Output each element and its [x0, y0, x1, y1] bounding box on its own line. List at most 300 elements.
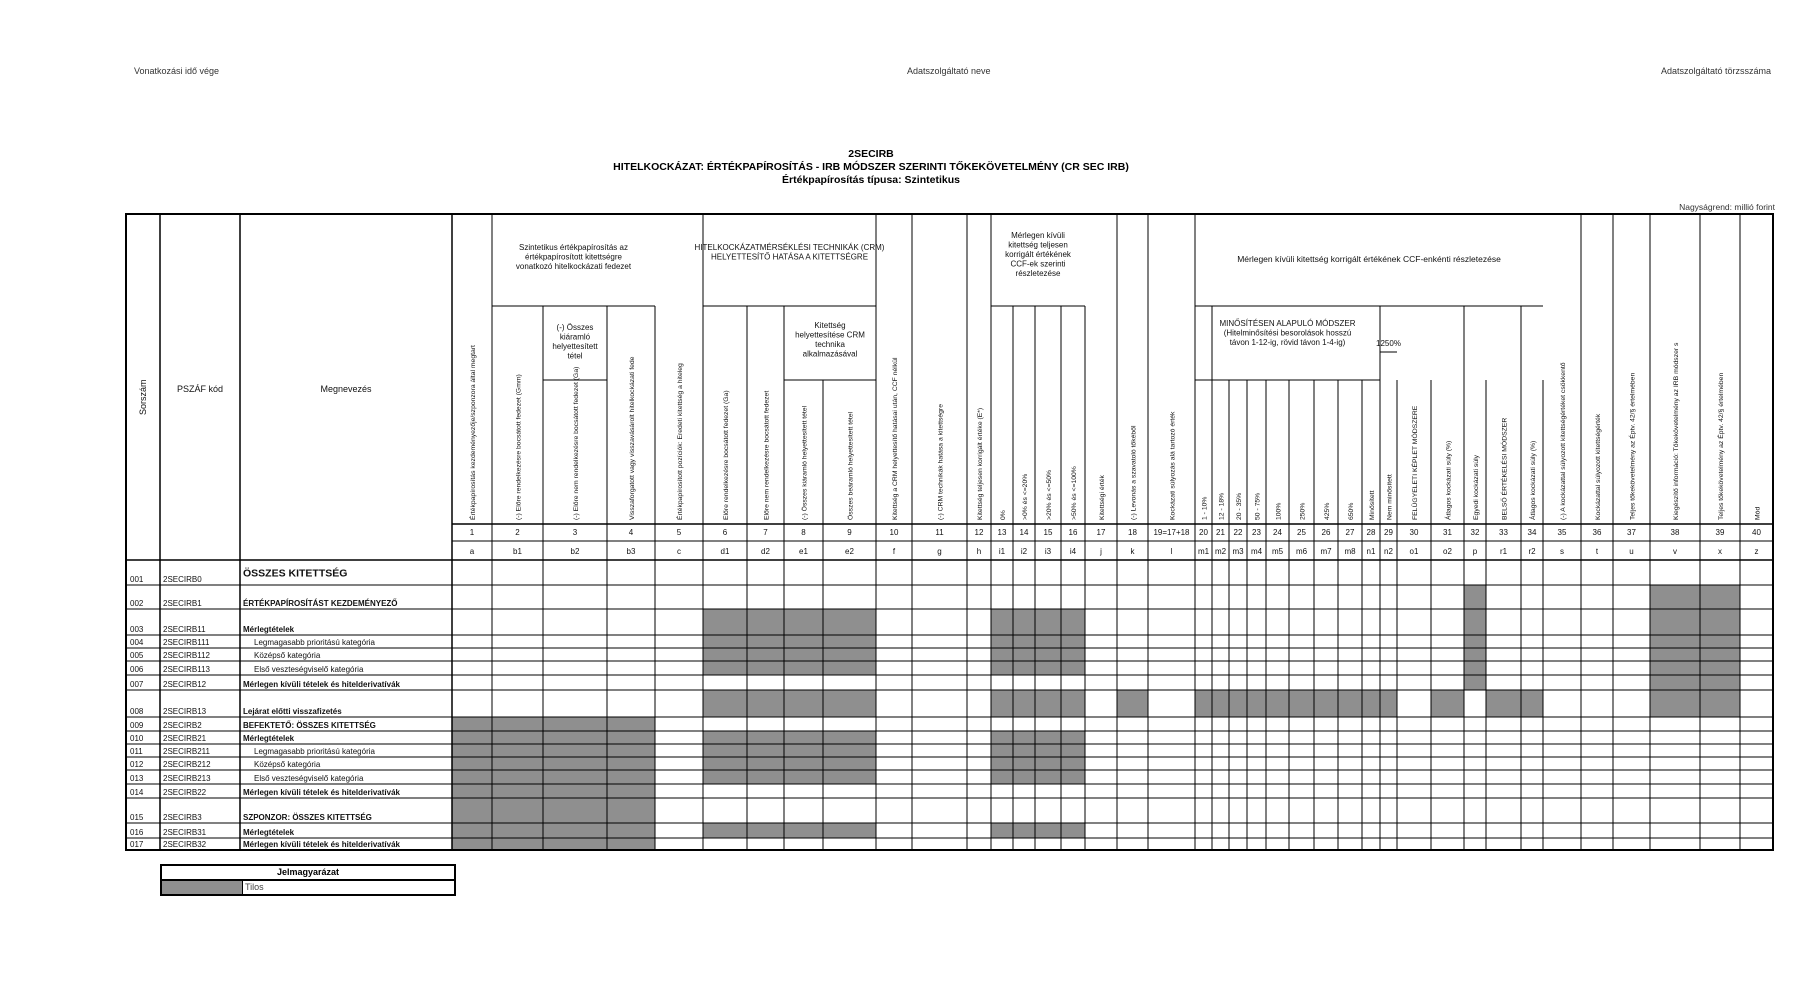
- shaded-cell: [1013, 770, 1035, 784]
- row-number: 003: [130, 625, 144, 634]
- col-number: 2: [515, 528, 520, 537]
- col-label: (-) Levonás a szavatoló tőkéből: [1130, 425, 1138, 520]
- col-number: 13: [997, 528, 1007, 537]
- shaded-cell: [1700, 690, 1740, 717]
- row-code: 2SECIRB21: [163, 734, 207, 743]
- col-label: 20 - 35%: [1236, 492, 1243, 520]
- col-letter: m3: [1232, 547, 1244, 556]
- col-header-megnevezes: Megnevezés: [320, 384, 372, 394]
- col-number: 24: [1273, 528, 1282, 537]
- row-number: 015: [130, 813, 144, 822]
- shaded-cell: [1338, 690, 1362, 717]
- shaded-cell: [747, 731, 784, 744]
- row-label: Lejárat előtti visszafizetés: [243, 707, 342, 716]
- shaded-cell: [607, 838, 655, 850]
- shaded-cell: [1035, 744, 1061, 757]
- shaded-cell: [747, 648, 784, 661]
- shaded-cell: [1035, 648, 1061, 661]
- col-number: 31: [1443, 528, 1452, 537]
- shaded-cell: [492, 798, 543, 823]
- shaded-cell: [1061, 690, 1085, 717]
- row-code: 2SECIRB11: [163, 625, 206, 634]
- col-letter: d1: [720, 547, 730, 556]
- shaded-cell: [543, 757, 607, 770]
- col-label: Átlagos kockázati súly (%): [1530, 440, 1537, 520]
- shaded-cell: [1650, 648, 1700, 661]
- shaded-cell: [1061, 635, 1085, 648]
- shaded-cell: [1700, 585, 1740, 609]
- shaded-cell: [1464, 661, 1486, 675]
- shaded-cell: [1013, 823, 1035, 838]
- shaded-cell: [1700, 661, 1740, 675]
- shaded-cell: [747, 635, 784, 648]
- shaded-cell: [492, 784, 543, 798]
- shaded-cell: [747, 770, 784, 784]
- group-header-offbalance-ccf-detail: Mérlegen kívüli kitettség korrigált értékének CCF-enkénti részletezése: [1237, 254, 1501, 264]
- shaded-cell: [1013, 757, 1035, 770]
- shaded-cell: [452, 717, 492, 731]
- col-letter: f: [892, 547, 896, 556]
- col-number: 25: [1297, 528, 1306, 537]
- col-letter: d2: [761, 547, 770, 556]
- col-number: 36: [1592, 528, 1602, 537]
- row-code: 2SECIRB13: [163, 707, 207, 716]
- shaded-cell: [543, 838, 607, 850]
- subheader-rating-method: MINŐSÍTÉSEN ALAPULÓ MÓDSZER (Hitelminősítési besorolások hosszú távon 1-12-ig, rövid távon 1-4-ig): [1219, 319, 1356, 347]
- shaded-cell: [543, 744, 607, 757]
- row-code: 2SECIRB212: [163, 760, 211, 769]
- col-label: Előre nem rendelkezésre bocsátott fedezet: [763, 390, 771, 520]
- shaded-cell: [703, 690, 747, 717]
- shaded-cell: [1650, 635, 1700, 648]
- col-number: 32: [1470, 528, 1480, 537]
- shaded-cell: [1061, 648, 1085, 661]
- col-label: (-) Előre rendelkezésre bocsátott fedezet (Gmm): [515, 374, 523, 520]
- col-number: 15: [1043, 528, 1053, 537]
- row-label: Mérlegtételek: [243, 828, 295, 837]
- row-code: 2SECIRB112: [163, 651, 210, 660]
- row-label: Mérlegtételek: [243, 625, 295, 634]
- col-label: Minősített: [1369, 490, 1376, 520]
- shaded-cell: [1229, 690, 1247, 717]
- shaded-cell: [607, 717, 655, 731]
- col-label: Kitettség a CRM helyettesítő hatásai után, CCF nélkül: [892, 357, 899, 520]
- shaded-cell: [1314, 690, 1338, 717]
- shaded-cell: [607, 823, 655, 838]
- col-letter: c: [677, 547, 681, 556]
- col-letter: m8: [1344, 547, 1356, 556]
- shaded-cell: [823, 823, 876, 838]
- shaded-cell: [1035, 661, 1061, 675]
- col-number: 38: [1670, 528, 1680, 537]
- row-label: Középső kategória: [254, 651, 321, 660]
- shaded-cell: [1013, 690, 1035, 717]
- col-letter: u: [1629, 547, 1634, 556]
- shaded-cell: [784, 744, 823, 757]
- col-letter: e1: [799, 547, 808, 556]
- row-code: 2SECIRB111: [163, 638, 210, 647]
- shaded-cell: [784, 609, 823, 635]
- col-label: Teljes tőkekövetelmény az Éptv. 42/§ értelmében: [1629, 372, 1637, 520]
- shaded-cell: [1013, 609, 1035, 635]
- col-letter: b1: [513, 547, 522, 556]
- shaded-cell: [991, 648, 1013, 661]
- col-letter: i4: [1069, 547, 1077, 556]
- col-label: 1 - 10%: [1201, 496, 1209, 520]
- row-label: Legmagasabb prioritású kategória: [254, 638, 375, 647]
- row-number: 011: [130, 747, 143, 756]
- shaded-cell: [1650, 661, 1700, 675]
- subheader-crm-substitution: Kitettség helyettesítése CRM technika alkalmazásával: [795, 321, 865, 359]
- shaded-cell: [823, 770, 876, 784]
- row-label: ÉRTÉKPAPÍROSÍTÁST KEZDEMÉNYEZŐ: [243, 599, 398, 608]
- col-label: Egyedi kockázati súly: [1473, 455, 1480, 520]
- shaded-cell: [1464, 609, 1486, 635]
- shaded-cell: [607, 784, 655, 798]
- shaded-cell: [492, 757, 543, 770]
- legend-title: Jelmagyarázat: [162, 866, 454, 881]
- row-number: 001: [130, 575, 144, 584]
- col-letter: m1: [1197, 547, 1210, 556]
- header-reporting-period: Vonatkozási idő vége: [134, 66, 220, 76]
- subheader-1250: 1250%: [1376, 339, 1401, 348]
- col-number: 33: [1499, 528, 1508, 537]
- row-code: 2SECIRB2: [163, 721, 202, 730]
- row-number: 006: [130, 665, 144, 674]
- shaded-cell: [747, 744, 784, 757]
- form-title: HITELKOCKÁZAT: ÉRTÉKPAPÍROSÍTÁS - IRB MÓDSZER SZERINTI TŐKEKÖVETELMÉNY (CR SEC IRB): [613, 161, 1129, 173]
- shaded-cell: [784, 757, 823, 770]
- col-label: 100%: [1275, 502, 1283, 520]
- shaded-cell: [543, 798, 607, 823]
- col-number: 23: [1252, 528, 1261, 537]
- group-header-offbalance-ccf: Mérlegen kívüli kitettség teljesen korrigált értékének CCF-ek szerinti részletezése: [1005, 231, 1071, 278]
- col-number: 30: [1409, 528, 1419, 537]
- col-number: 40: [1752, 528, 1761, 537]
- col-letter: a: [469, 547, 475, 556]
- shaded-cell: [1362, 690, 1380, 717]
- row-label: Első veszteségviselő kategória: [254, 774, 364, 783]
- shaded-cell: [823, 648, 876, 661]
- col-letter: e2: [845, 547, 854, 556]
- col-letter: l: [1170, 547, 1173, 556]
- shaded-cell: [991, 661, 1013, 675]
- col-label: Átlagos kockázati súly (%): [1445, 440, 1453, 520]
- legend-item-label: Tilos: [245, 882, 264, 892]
- col-letter: o2: [1443, 547, 1452, 556]
- shaded-cell: [1061, 823, 1085, 838]
- col-number: 35: [1557, 528, 1567, 537]
- shaded-cell: [1464, 648, 1486, 661]
- row-code: 2SECIRB12: [163, 680, 207, 689]
- shaded-cell: [823, 635, 876, 648]
- shaded-cell: [492, 770, 543, 784]
- header-provider-name: Adatszolgáltató neve: [907, 66, 991, 76]
- shaded-cell: [1486, 690, 1521, 717]
- shaded-cell: [1013, 744, 1035, 757]
- col-number: 17: [1096, 528, 1106, 537]
- shaded-cell: [1464, 635, 1486, 648]
- shaded-cell: [1117, 690, 1148, 717]
- shaded-cell: [991, 690, 1013, 717]
- row-number: 013: [130, 774, 144, 783]
- shaded-cell: [703, 757, 747, 770]
- col-letter: r1: [1499, 547, 1508, 556]
- shaded-cell: [1431, 690, 1464, 717]
- shaded-cell: [1212, 690, 1229, 717]
- shaded-cell: [1521, 690, 1543, 717]
- shaded-cell: [747, 661, 784, 675]
- shaded-cell: [452, 838, 492, 850]
- shaded-cell: [492, 823, 543, 838]
- shaded-cell: [1700, 648, 1740, 661]
- shaded-cell: [1013, 635, 1035, 648]
- header-provider-id: Adatszolgáltató törzsszáma: [1660, 66, 1771, 76]
- shaded-cell: [784, 823, 823, 838]
- col-letter: b3: [626, 547, 636, 556]
- col-number: 37: [1627, 528, 1636, 537]
- col-label: 650%: [1348, 502, 1355, 520]
- col-number: 22: [1233, 528, 1243, 537]
- shaded-cell: [784, 770, 823, 784]
- shaded-cell: [1700, 635, 1740, 648]
- col-label: Összes beáramló helyettesített tétel: [847, 411, 855, 520]
- shaded-cell: [747, 690, 784, 717]
- shaded-cell: [703, 609, 747, 635]
- col-letter: n2: [1384, 547, 1393, 556]
- shaded-cell: [1013, 661, 1035, 675]
- shaded-cell: [1289, 690, 1314, 717]
- row-label: Mérlegen kívüli tételek és hitelderivatívák: [243, 788, 400, 797]
- row-number: 014: [130, 788, 144, 797]
- col-number: 12: [974, 528, 984, 537]
- row-code: 2SECIRB32: [163, 840, 207, 849]
- col-header-sorszam: Sorszám: [138, 379, 148, 415]
- col-number: 8: [801, 528, 806, 537]
- col-label: 0%: [1000, 510, 1007, 520]
- row-number: 007: [130, 680, 144, 689]
- row-number: 002: [130, 599, 144, 608]
- col-number: 39: [1715, 528, 1725, 537]
- shaded-cell: [1464, 585, 1486, 609]
- group-header-synthetic: Szintetikus értékpapírosítás az értékpapírosított kitettségre vonatkozó hitelkockázati fedezet: [515, 243, 632, 271]
- col-label: Értékpapírosítás kezdeményezője/szponzora által megtart: [470, 345, 477, 520]
- col-letter: m2: [1214, 547, 1227, 556]
- legend-swatch: [162, 881, 243, 894]
- shaded-cell: [543, 731, 607, 744]
- shaded-cell: [492, 744, 543, 757]
- row-code: 2SECIRB31: [163, 828, 207, 837]
- col-number: 11: [935, 528, 944, 537]
- col-letter: p: [1472, 547, 1478, 556]
- shaded-cell: [1061, 731, 1085, 744]
- shaded-cell: [1061, 770, 1085, 784]
- shaded-cell: [747, 609, 784, 635]
- col-label: (-) Összes kiáramló helyettesített tétel: [801, 405, 809, 520]
- col-letter: m4: [1250, 547, 1263, 556]
- shaded-cell: [1380, 690, 1397, 717]
- shaded-cell: [823, 690, 876, 717]
- shaded-cell: [991, 757, 1013, 770]
- row-number: 017: [130, 840, 144, 849]
- shaded-cell: [1035, 609, 1061, 635]
- col-letter: i1: [998, 547, 1006, 556]
- row-label: Első veszteségviselő kategória: [254, 665, 364, 674]
- col-label: >50% és <=100%: [1071, 466, 1078, 520]
- shaded-cell: [1061, 661, 1085, 675]
- shaded-cell: [492, 838, 543, 850]
- shaded-cell: [784, 731, 823, 744]
- row-number: 016: [130, 828, 144, 837]
- col-number: 21: [1216, 528, 1225, 537]
- shaded-cell: [1700, 675, 1740, 690]
- shaded-cell: [452, 744, 492, 757]
- shaded-cell: [823, 757, 876, 770]
- shaded-cell: [703, 635, 747, 648]
- col-number: 14: [1019, 528, 1029, 537]
- row-label: Középső kategória: [254, 760, 321, 769]
- shaded-cell: [607, 757, 655, 770]
- col-letter: i2: [1020, 547, 1028, 556]
- shaded-cell: [607, 744, 655, 757]
- shaded-cell: [703, 661, 747, 675]
- shaded-cell: [607, 770, 655, 784]
- shaded-cell: [823, 609, 876, 635]
- col-letter: x: [1718, 547, 1722, 556]
- shaded-cell: [703, 648, 747, 661]
- shaded-cell: [1650, 675, 1700, 690]
- col-label: (-) Előre nem rendelkezésre bocsátott fedezet (Ga): [573, 366, 580, 520]
- col-label: >0% és <=20%: [1022, 473, 1029, 520]
- shaded-cell: [703, 731, 747, 744]
- row-number: 009: [130, 721, 144, 730]
- col-label: 50 - 75%: [1254, 492, 1262, 520]
- row-label: SZPONZOR: ÖSSZES KITETTSÉG: [243, 813, 372, 822]
- col-number: 16: [1068, 528, 1078, 537]
- col-label: Kiegészítő információ: Tőkekövetelmény az IRB módszer s: [1673, 342, 1680, 520]
- shaded-cell: [703, 744, 747, 757]
- row-number: 004: [130, 638, 144, 647]
- col-number: 20: [1199, 528, 1208, 537]
- col-label: Teljes tőkekövetelmény az Éptv. 42/§ értelmében: [1718, 372, 1725, 520]
- col-number: 27: [1345, 528, 1355, 537]
- row-label: Mérlegen kívüli tételek és hitelderivatívák: [243, 840, 400, 849]
- col-label: Értékpapírosított pozíciók: Eredeti kitettség a hiteleg: [677, 363, 684, 520]
- col-letter: n1: [1366, 547, 1376, 556]
- col-number: 6: [722, 528, 728, 537]
- row-label: ÖSSZES KITETTSÉG: [243, 567, 348, 580]
- shaded-cell: [784, 648, 823, 661]
- shaded-cell: [1035, 635, 1061, 648]
- col-label: 425%: [1324, 502, 1331, 520]
- col-number: 9: [847, 528, 852, 537]
- shaded-cell: [823, 731, 876, 744]
- shaded-cell: [703, 770, 747, 784]
- shaded-cell: [784, 690, 823, 717]
- shaded-cell: [1700, 609, 1740, 635]
- shaded-cell: [543, 823, 607, 838]
- shaded-cell: [991, 770, 1013, 784]
- shaded-cell: [784, 661, 823, 675]
- col-label: Kitettség teljesen korrigált értéke (E*): [977, 407, 984, 520]
- shaded-cell: [1035, 731, 1061, 744]
- col-label: Mód: [1754, 506, 1762, 520]
- row-code: 2SECIRB0: [163, 575, 202, 584]
- col-label: Kockázati súlyozás alá tartozó érték: [1169, 411, 1177, 520]
- shaded-cell: [1061, 609, 1085, 635]
- shaded-cell: [1061, 757, 1085, 770]
- form-code: 2SECIRB: [848, 148, 894, 160]
- shaded-cell: [703, 823, 747, 838]
- row-code: 2SECIRB211: [163, 747, 210, 756]
- col-letter: v: [1673, 547, 1677, 556]
- col-number: 1: [469, 528, 475, 537]
- col-letter: j: [1100, 547, 1102, 556]
- unit-label: Nagyságrend: millió forint: [1679, 202, 1775, 212]
- shaded-cell: [1013, 731, 1035, 744]
- col-label: >20% és <=50%: [1046, 469, 1053, 520]
- shaded-cell: [1061, 744, 1085, 757]
- row-code: 2SECIRB113: [163, 665, 210, 674]
- form-subtitle: Értékpapírosítás típusa: Szintetikus: [782, 174, 960, 186]
- col-label: 250%: [1299, 502, 1307, 520]
- row-number: 005: [130, 651, 144, 660]
- row-label: BEFEKTETŐ: ÖSSZES KITETTSÉG: [243, 721, 376, 730]
- shaded-cell: [492, 717, 543, 731]
- col-letter: s: [1560, 547, 1564, 556]
- shaded-cell: [543, 717, 607, 731]
- shaded-cell: [1266, 690, 1289, 717]
- shaded-cell: [452, 784, 492, 798]
- row-label: Legmagasabb prioritású kategória: [254, 747, 375, 756]
- shaded-cell: [823, 744, 876, 757]
- shaded-cell: [991, 823, 1013, 838]
- shaded-cell: [1650, 585, 1700, 609]
- col-number: 5: [676, 528, 682, 537]
- shaded-cell: [452, 731, 492, 744]
- legend: [160, 864, 456, 896]
- col-letter: m7: [1320, 547, 1332, 556]
- shaded-cell: [991, 635, 1013, 648]
- col-letter: z: [1754, 547, 1759, 556]
- col-label: Kockázattal súlyozott kitettségérték: [1595, 413, 1602, 520]
- shaded-cell: [607, 798, 655, 823]
- shaded-cell: [452, 757, 492, 770]
- row-number: 010: [130, 734, 144, 743]
- shaded-cell: [1035, 823, 1061, 838]
- col-letter: i3: [1044, 547, 1052, 556]
- col-letter: g: [937, 547, 942, 556]
- shaded-cell: [823, 661, 876, 675]
- shaded-cell: [1650, 690, 1700, 717]
- col-number: 18: [1128, 528, 1137, 537]
- row-label: Mérlegen kívüli tételek és hitelderivatívák: [243, 680, 400, 689]
- shaded-cell: [543, 784, 607, 798]
- col-letter: h: [976, 547, 982, 556]
- col-number: 10: [889, 528, 899, 537]
- col-number: 4: [628, 528, 634, 537]
- row-code: 2SECIRB22: [163, 788, 207, 797]
- row-code: 2SECIRB3: [163, 813, 202, 822]
- col-number: 3: [572, 528, 578, 537]
- row-number: 012: [130, 760, 144, 769]
- col-number: 29: [1384, 528, 1393, 537]
- shaded-cell: [991, 731, 1013, 744]
- subheader-outflow: (-) Összes kiáramló helyettesített tétel: [552, 323, 598, 361]
- col-number: 19=17+18: [1153, 528, 1190, 537]
- shaded-cell: [784, 635, 823, 648]
- group-header-crm: HITELKOCKÁZATMÉRSÉKLÉSI TECHNIKÁK (CRM) HELYETTESÍTŐ HATÁSA A KITETTSÉGRE: [694, 243, 885, 262]
